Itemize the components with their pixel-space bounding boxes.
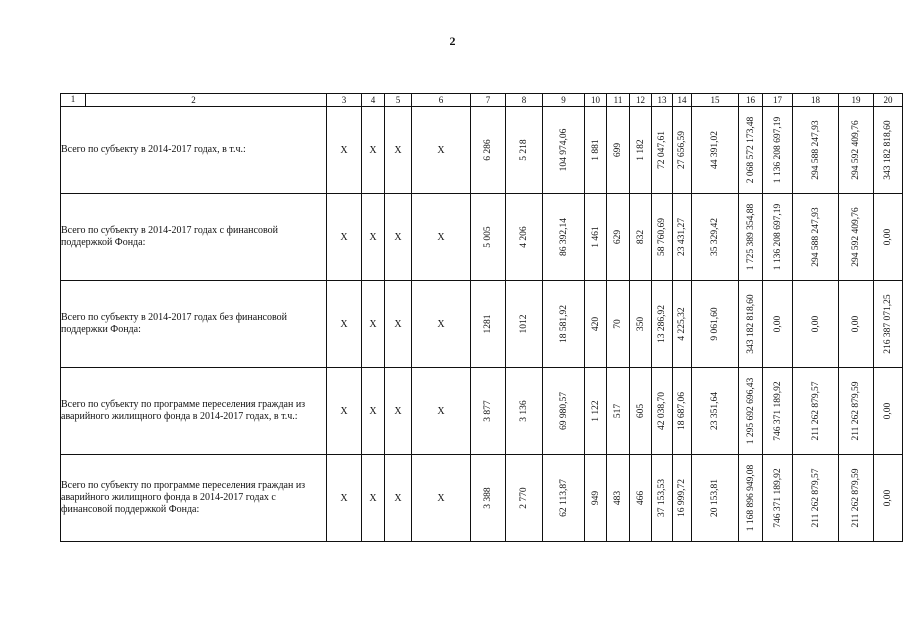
cell-value: 0,00 [810,315,821,333]
cell-value: 23 431,27 [677,218,687,256]
cell-c13 [652,194,673,281]
cell-c20 [874,107,903,194]
cell-c20 [874,194,903,281]
cell-c6: X [412,107,471,194]
cell-c15 [692,368,739,455]
cell-c12 [630,455,652,542]
cell-c17 [763,107,793,194]
header-cell: 6 [412,94,471,107]
cell-c14 [673,194,692,281]
row-description: Всего по субъекту по программе переселения граждан из аварийного жилищного фонда в 2014-2017 годах, в т.ч.: [61,368,327,455]
cell-c13 [652,107,673,194]
cell-c16 [739,194,763,281]
cell-c3: X [327,107,362,194]
cell-c19 [839,368,874,455]
row-description: Всего по субъекту по программе переселения граждан из аварийного жилищного фонда в 2014-2017 годах с финансовой поддержкой Фонда: [61,455,327,542]
cell-c12 [630,194,652,281]
cell-value: 23 351,64 [710,392,720,430]
cell-c18 [793,194,839,281]
cell-value: 832 [635,229,646,245]
cell-c10 [585,281,607,368]
header-cell: 13 [652,94,673,107]
cell-value: 294 592 409,76 [851,120,861,180]
header-cell-1: 1 [61,94,86,106]
header-cell: 18 [793,94,839,107]
cell-value: 1012 [519,314,529,334]
cell-value: 44 391,02 [710,131,720,169]
cell-value: 0,00 [772,315,783,333]
cell-value: 0,00 [883,402,893,420]
cell-c13 [652,281,673,368]
cell-value: 483 [613,490,623,506]
cell-c9 [543,455,585,542]
cell-c18 [793,455,839,542]
cell-c13 [652,455,673,542]
header-cell-1-2 [61,94,327,107]
cell-c9 [543,194,585,281]
header-cell: 11 [607,94,630,107]
cell-c16 [739,281,763,368]
header-cell-2: 2 [191,94,196,105]
cell-value: 70 [613,319,623,329]
cell-value: 1 122 [590,400,601,422]
cell-value: 35 329,42 [710,218,720,256]
header-cell: 16 [739,94,763,107]
cell-value: 294 592 409,76 [851,207,861,267]
cell-c18 [793,281,839,368]
cell-c9 [543,107,585,194]
cell-c12 [630,281,652,368]
header-cell: 3 [327,94,362,107]
cell-c3: X [327,455,362,542]
cell-c14 [673,368,692,455]
cell-value: 211 262 879,57 [810,468,821,528]
cell-c15 [692,281,739,368]
table-row [61,194,903,281]
header-cell: 5 [385,94,412,107]
cell-c15 [692,455,739,542]
cell-value: 20 153,81 [710,479,720,517]
row-description: Всего по субъекту в 2014-2017 годах без финансовой поддержки Фонда: [61,281,327,368]
cell-value: 350 [635,316,646,332]
cell-value: 211 262 879,57 [810,381,821,441]
cell-value: 16 999,72 [677,479,687,517]
cell-c14 [673,281,692,368]
cell-c8 [506,107,543,194]
header-cell: 7 [471,94,506,107]
cell-value: 4 206 [519,226,529,248]
cell-c3: X [327,281,362,368]
cell-c13 [652,368,673,455]
cell-c19 [839,107,874,194]
header-cell: 15 [692,94,739,107]
cell-c15 [692,107,739,194]
cell-value: 343 182 818,60 [883,120,893,180]
cell-c3: X [327,194,362,281]
cell-value: 3 136 [519,400,529,422]
cell-value: 37 153,53 [657,479,667,517]
cell-c5: X [385,455,412,542]
cell-value: 1 725 389 354,88 [745,203,756,271]
data-table [60,93,903,542]
table-row [61,107,903,194]
row-description: Всего по субъекту в 2014-2017 годах с финансовой поддержкой Фонда: [61,194,327,281]
header-cell: 17 [763,94,793,107]
cell-value: 949 [590,490,601,506]
cell-c16 [739,368,763,455]
cell-c8 [506,194,543,281]
cell-c12 [630,107,652,194]
cell-c3: X [327,368,362,455]
header-row [61,94,903,107]
cell-value: 1 881 [590,139,601,161]
cell-value: 6 286 [483,139,493,161]
cell-c18 [793,368,839,455]
cell-value: 211 262 879,59 [851,468,861,528]
cell-c7 [471,368,506,455]
cell-value: 517 [613,403,623,419]
header-cell: 20 [874,94,903,107]
cell-value: 86 392,14 [558,218,569,256]
cell-value: 294 588 247,93 [810,120,821,180]
table-row [61,281,903,368]
cell-value: 1 168 896 949,08 [745,464,756,532]
cell-value: 3 877 [483,400,493,422]
header-cell: 10 [585,94,607,107]
cell-c4: X [362,368,385,455]
cell-c6: X [412,368,471,455]
cell-value: 746 371 189,92 [772,468,783,528]
cell-c5: X [385,281,412,368]
cell-value: 0,00 [883,489,893,507]
cell-value: 216 387 071,25 [883,294,893,354]
cell-c9 [543,281,585,368]
cell-value: 2 770 [519,487,529,509]
cell-c12 [630,368,652,455]
cell-value: 211 262 879,59 [851,381,861,441]
cell-c19 [839,455,874,542]
cell-c8 [506,368,543,455]
cell-value: 294 588 247,93 [810,207,821,267]
cell-value: 72 047,61 [657,131,667,169]
table-row [61,455,903,542]
cell-value: 0,00 [851,315,861,333]
cell-value: 466 [635,490,646,506]
cell-value: 1281 [483,314,493,334]
cell-value: 18 581,92 [558,305,569,343]
cell-c5: X [385,368,412,455]
row-description: Всего по субъекту в 2014-2017 годах, в т.ч.: [61,107,327,194]
cell-c16 [739,107,763,194]
cell-value: 420 [590,316,601,332]
cell-c20 [874,455,903,542]
cell-value: 27 656,59 [677,131,687,169]
header-cell: 8 [506,94,543,107]
cell-c10 [585,107,607,194]
cell-value: 629 [613,229,623,245]
cell-c6: X [412,281,471,368]
cell-value: 5 218 [519,139,529,161]
cell-value: 0,00 [883,228,893,246]
cell-c6: X [412,194,471,281]
cell-c4: X [362,281,385,368]
cell-value: 42 038,70 [657,392,667,430]
cell-c14 [673,455,692,542]
page-number: 2 [449,34,456,48]
header-cell: 14 [673,94,692,107]
cell-c16 [739,455,763,542]
cell-c7 [471,281,506,368]
cell-c19 [839,281,874,368]
cell-value: 1 136 208 697,19 [772,203,783,271]
cell-c10 [585,194,607,281]
cell-c6: X [412,455,471,542]
cell-value: 1 295 692 696,43 [745,377,756,445]
cell-c9 [543,368,585,455]
header-cell: 9 [543,94,585,107]
cell-c4: X [362,107,385,194]
cell-value: 1 182 [635,139,646,161]
header-cell: 19 [839,94,874,107]
cell-value: 4 225,32 [677,307,687,341]
header-cell: 12 [630,94,652,107]
cell-value: 746 371 189,92 [772,381,783,441]
cell-c7 [471,107,506,194]
cell-c4: X [362,194,385,281]
cell-c11 [607,107,630,194]
cell-value: 699 [613,142,623,158]
cell-value: 58 760,69 [657,218,667,256]
cell-c10 [585,368,607,455]
cell-value: 5 005 [483,226,493,248]
table-row [61,368,903,455]
cell-c11 [607,455,630,542]
cell-value: 13 286,92 [657,305,667,343]
cell-c11 [607,194,630,281]
cell-c20 [874,368,903,455]
cell-value: 104 974,06 [558,128,569,172]
cell-c8 [506,455,543,542]
header-cell: 4 [362,94,385,107]
cell-c14 [673,107,692,194]
cell-c5: X [385,107,412,194]
cell-value: 62 113,87 [558,479,569,517]
cell-c7 [471,455,506,542]
cell-c11 [607,281,630,368]
cell-c17 [763,194,793,281]
cell-c17 [763,455,793,542]
cell-value: 9 061,60 [710,307,720,341]
cell-value: 3 388 [483,487,493,509]
cell-value: 69 980,57 [558,392,569,430]
cell-c19 [839,194,874,281]
cell-c7 [471,194,506,281]
cell-c4: X [362,455,385,542]
cell-c18 [793,107,839,194]
cell-value: 2 068 572 173,48 [745,116,756,184]
cell-value: 605 [635,403,646,419]
cell-c5: X [385,194,412,281]
cell-c17 [763,368,793,455]
cell-c8 [506,281,543,368]
cell-c20 [874,281,903,368]
cell-value: 1 461 [590,226,601,248]
cell-c15 [692,194,739,281]
cell-value: 343 182 818,60 [745,294,756,354]
cell-value: 1 136 208 697,19 [772,116,783,184]
cell-value: 18 687,06 [677,392,687,430]
cell-c17 [763,281,793,368]
cell-c11 [607,368,630,455]
cell-c10 [585,455,607,542]
